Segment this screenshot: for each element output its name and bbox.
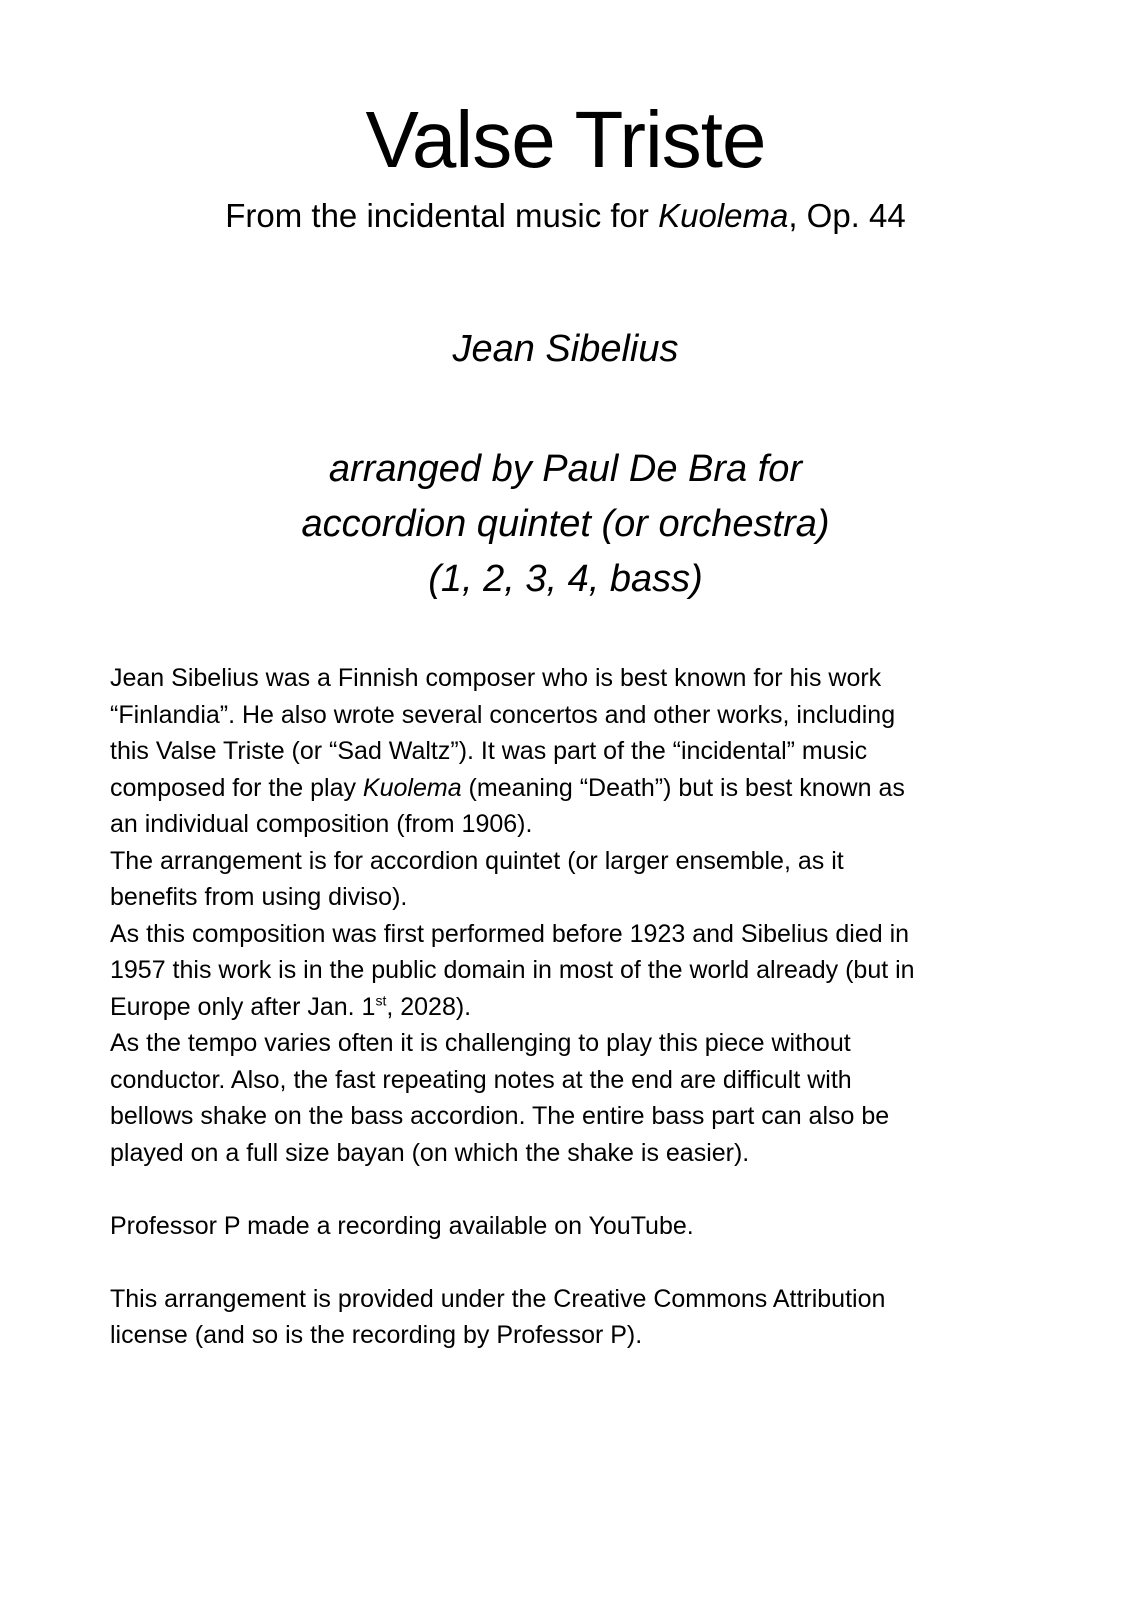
ordinal-superscript: st (375, 992, 387, 1009)
copyright-line-3-suffix: , 2028). (386, 992, 472, 1021)
license-line-2: license (and so is the recording by Professor P). (110, 1321, 643, 1349)
arrangement-line-3: (1, 2, 3, 4, bass) (428, 558, 703, 600)
document-title: Valse Triste (365, 95, 766, 184)
tempo-line-3: bellows shake on the bass accordion. The entire bass part can also be (110, 1102, 890, 1130)
license-paragraph (110, 1281, 1030, 1354)
ensemble-paragraph (110, 843, 1030, 916)
recording-line: Professor P made a recording available on YouTube. (110, 1211, 694, 1240)
body-text (110, 660, 1030, 1354)
document-subtitle (0, 196, 1131, 236)
arrangement-credit (0, 442, 1131, 607)
intro-line-5: an individual composition (from 1906). (110, 810, 533, 838)
composer-name: Jean Sibelius (452, 328, 679, 370)
intro-line-1: Jean Sibelius was a Finnish composer who is best known for his work (110, 664, 882, 692)
copyright-line-1: As this composition was first performed before 1923 and Sibelius died in (110, 919, 910, 948)
intro-paragraph (110, 660, 1030, 843)
tempo-line-2: conductor. Also, the fast repeating notes at the end are difficult with (110, 1065, 852, 1094)
tempo-paragraph (110, 1025, 1030, 1171)
recording-paragraph (110, 1208, 1030, 1245)
copyright-line-3 (110, 989, 1030, 1026)
arrangement-line-2: accordion quintet (or orchestra) (301, 503, 830, 545)
ensemble-line-2: benefits from using diviso). (110, 883, 408, 911)
copyright-paragraph (110, 916, 1030, 1026)
copyright-line-3-prefix: Europe only after Jan. 1 (110, 992, 376, 1021)
subtitle-work-title: Kuolema (658, 197, 789, 234)
paragraph-spacer (110, 1171, 1030, 1208)
license-line-1: This arrangement is provided under the Creative Commons Attribution (110, 1284, 886, 1313)
tempo-line-4: played on a full size bayan (on which the shake is easier). (110, 1138, 750, 1167)
intro-line-4 (110, 770, 1030, 807)
intro-line-4-work: Kuolema (362, 773, 462, 802)
tempo-line-1: As the tempo varies often it is challenging to play this piece without (110, 1029, 851, 1057)
paragraph-spacer (110, 1244, 1030, 1281)
copyright-line-2: 1957 this work is in the public domain in most of the world already (but in (110, 956, 915, 984)
intro-line-4-prefix: composed for the play (110, 773, 363, 802)
subtitle-suffix: , Op. 44 (788, 197, 906, 234)
intro-line-3: this Valse Triste (or “Sad Waltz”). It was part of the “incidental” music (110, 737, 868, 765)
arrangement-line-1: arranged by Paul De Bra for (328, 448, 803, 490)
intro-line-4-suffix: (meaning “Death”) but is best known as (461, 773, 905, 802)
subtitle-prefix: From the incidental music for (225, 197, 659, 234)
ensemble-line-1: The arrangement is for accordion quintet (or larger ensemble, as it (110, 846, 844, 875)
intro-line-2: “Finlandia”. He also wrote several concertos and other works, including (110, 700, 896, 729)
